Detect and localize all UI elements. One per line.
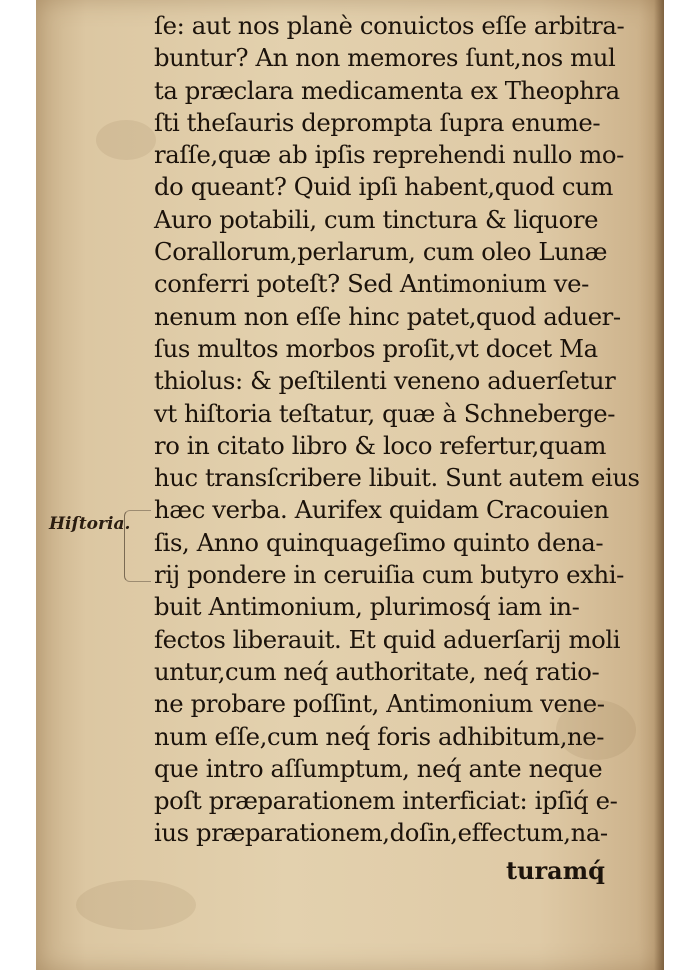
text-line: Corallorum,perlarum, cum oleo Lunæ <box>154 237 608 267</box>
text-line: rij pondere in ceruiſia cum butyro exhi- <box>154 560 624 590</box>
text-line: Auro potabili, cum tinctura & liquore <box>154 204 599 234</box>
text-line: raſſe,quæ ab ipſis reprehendi nullo mo- <box>154 140 624 170</box>
paper-stain <box>76 880 196 930</box>
text-line: buit Antimonium, plurimosq́ iam in- <box>154 592 580 622</box>
text-line: ſti theſauris deprompta ſupra enume- <box>154 107 601 137</box>
text-line: nenum non eſſe hinc patet,quod aduer- <box>154 301 621 331</box>
text-line: ta præclara medicamenta ex Theophra <box>154 75 620 105</box>
text-line: thiolus: & peſtilenti veneno aduerſetur <box>154 366 616 396</box>
text-line: do queant? Quid ipſi habent,quod cum <box>154 172 614 202</box>
text-line: ſe: aut nos planè conuictos eſſe arbitra- <box>154 11 625 40</box>
text-line: vt hiſtoria teſtatur, quæ à Schneberge- <box>154 398 616 428</box>
text-line: poſt præparationem interficiat: ipſiq́ e- <box>154 786 618 816</box>
text-line: fectos liberauit. Et quid aduerſarij moli <box>154 624 621 654</box>
text-line: ne probare poſſint, Antimonium vene- <box>154 689 605 719</box>
text-line: ſis, Anno quinquageſimo quinto dena- <box>154 527 604 557</box>
margin-bracket <box>124 510 151 582</box>
body-text <box>154 10 644 850</box>
text-line: ius præparationem,doſin,effectum,na- <box>154 818 608 848</box>
text-line: que intro aſſumptum, neq́ ante neque <box>154 753 603 783</box>
paper-stain <box>96 120 156 160</box>
text-line: ro in citato libro & loco refertur,quam <box>154 430 607 460</box>
text-line: num eſſe,cum neq́ foris adhibitum,ne- <box>154 721 605 751</box>
catchword: turamq́ <box>506 856 605 885</box>
text-line: buntur? An non memores ſunt,nos mul <box>154 43 616 73</box>
margin-note: Hiſtoria. <box>49 514 131 534</box>
text-line: conferri poteſt? Sed Antimonium ve- <box>154 269 589 299</box>
text-line: hæc verba. Aurifex quidam Cracouien <box>154 495 609 525</box>
text-line: untur,cum neq́ authoritate, neq́ ratio- <box>154 656 600 686</box>
text-line: huc transſcribere libuit. Sunt autem eius <box>154 463 640 493</box>
text-line: ſus multos morbos proſit,vt docet Ma <box>154 333 598 363</box>
book-page <box>36 0 664 970</box>
